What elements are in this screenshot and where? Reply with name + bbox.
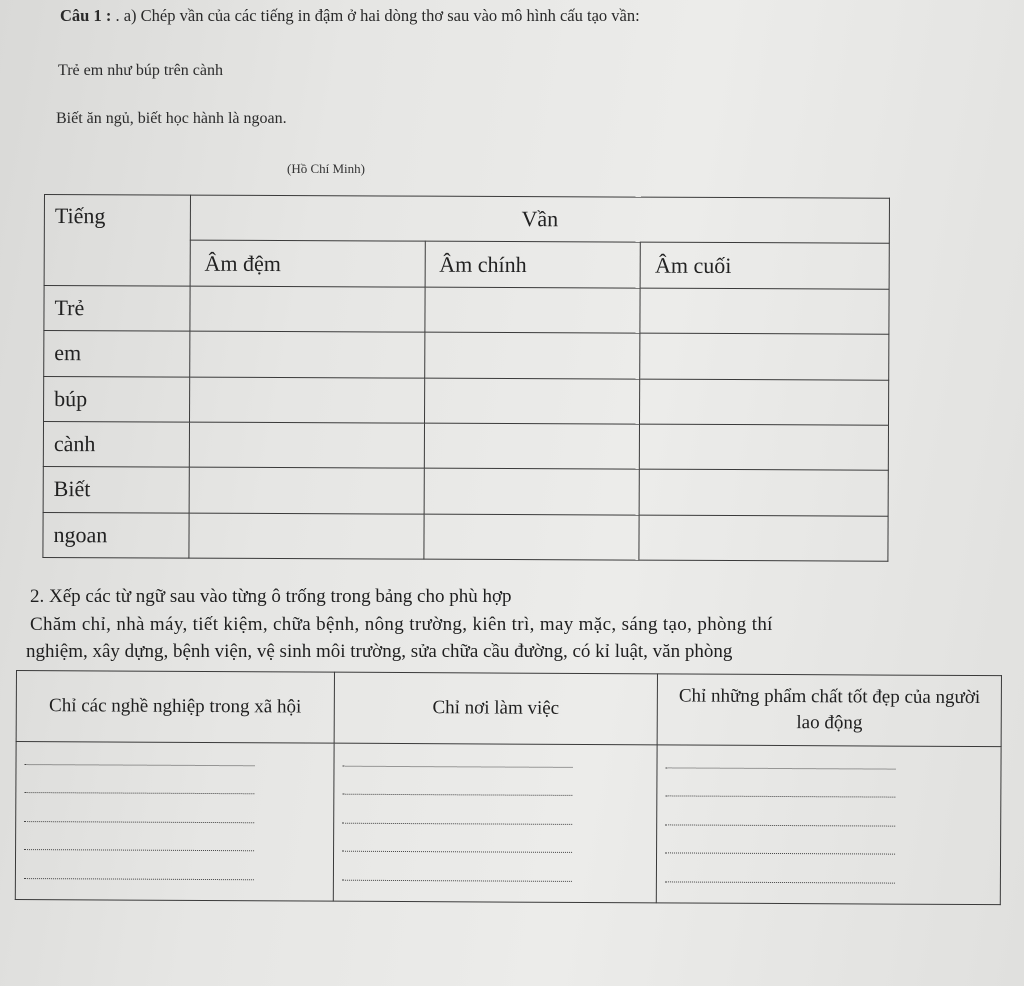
header-occupations: Chỉ các nghề nghiệp trong xã hội (16, 671, 334, 744)
row-word: Trẻ (44, 285, 190, 331)
am-chinh-cell[interactable] (424, 378, 640, 424)
header-qualities: Chỉ những phẩm chất tốt đẹp của người lao động (657, 674, 1001, 747)
row-word: em (44, 331, 190, 377)
dotted-line[interactable] (340, 858, 651, 888)
am-dem-cell[interactable] (190, 286, 425, 332)
row-word: ngoan (43, 512, 189, 558)
table-row (43, 421, 888, 470)
dotted-line[interactable] (22, 742, 327, 772)
dotted-line[interactable] (340, 772, 651, 802)
dotted-line[interactable] (22, 799, 327, 829)
am-cuoi-cell[interactable] (640, 424, 889, 470)
question-2-title: 2. Xếp các từ ngữ sau vào từng ô trống trong bảng cho phù hợp (30, 586, 512, 607)
dotted-line[interactable] (22, 771, 327, 801)
vowel-table-header-row (44, 195, 889, 244)
table-row (44, 376, 889, 425)
am-dem-cell[interactable] (190, 331, 425, 377)
poem-line-1: Trẻ em như búp trên cành (58, 62, 223, 79)
question-1-text: . a) Chép vần của các tiếng in đậm ở hai dòng thơ sau vào mô hình cấu tạo vần: (111, 6, 640, 25)
vowel-structure-table (42, 194, 890, 562)
am-dem-cell[interactable] (189, 422, 424, 468)
header-am-chinh: Âm chính (425, 242, 641, 288)
workplaces-answer-cell[interactable] (333, 743, 657, 903)
dotted-line[interactable] (340, 801, 651, 831)
am-cuoi-cell[interactable] (640, 288, 889, 334)
dotted-line[interactable] (664, 774, 995, 804)
word-list-line-1: Chăm chỉ, nhà máy, tiết kiệm, chữa bệnh, nông trường, kiên trì, may mặc, sáng tạo, phòng thí (30, 614, 773, 635)
dotted-line[interactable] (22, 856, 327, 886)
table-row (44, 285, 889, 334)
am-chinh-cell[interactable] (424, 332, 640, 378)
word-sorting-table (15, 670, 1002, 905)
header-tieng: Tiếng (44, 195, 190, 286)
word-table-answer-row (15, 742, 1001, 905)
am-chinh-cell[interactable] (424, 423, 640, 469)
row-word: Biết (43, 467, 189, 513)
header-am-cuoi: Âm cuối (640, 242, 889, 288)
question-1-label: Câu 1 : (60, 6, 112, 25)
poem-author: (Hồ Chí Minh) (287, 161, 365, 176)
word-table-header-row (16, 671, 1001, 747)
header-van: Vần (190, 195, 889, 243)
am-cuoi-cell[interactable] (639, 469, 888, 515)
occupations-answer-cell[interactable] (15, 742, 334, 902)
row-word: cành (43, 421, 189, 467)
dotted-line[interactable] (340, 744, 651, 774)
am-chinh-cell[interactable] (424, 468, 640, 514)
word-list-line-2: nghiệm, xây dựng, bệnh viện, vệ sinh môi trường, sửa chữa cầu đường, có kỉ luật, văn phòng (26, 641, 733, 662)
am-cuoi-cell[interactable] (640, 379, 889, 425)
qualities-answer-cell[interactable] (657, 745, 1001, 905)
poem-line-2: Biết ăn ngủ, biết học hành là ngoan. (56, 110, 287, 127)
table-row (43, 512, 888, 561)
dotted-line[interactable] (663, 831, 994, 861)
am-chinh-cell[interactable] (424, 287, 640, 333)
am-dem-cell[interactable] (189, 377, 424, 423)
am-chinh-cell[interactable] (423, 514, 639, 560)
am-cuoi-cell[interactable] (640, 333, 889, 379)
header-am-dem: Âm đệm (190, 241, 425, 287)
dotted-line[interactable] (664, 745, 995, 775)
am-dem-cell[interactable] (189, 467, 424, 513)
question-1-prompt (60, 6, 640, 26)
table-row (43, 467, 888, 516)
table-row (44, 331, 889, 380)
dotted-line[interactable] (340, 829, 651, 859)
dotted-line[interactable] (22, 828, 327, 858)
am-dem-cell[interactable] (189, 513, 424, 559)
header-workplaces: Chỉ nơi làm việc (334, 672, 658, 745)
am-cuoi-cell[interactable] (639, 515, 888, 561)
dotted-line[interactable] (663, 859, 994, 889)
row-word: búp (44, 376, 190, 422)
dotted-line[interactable] (664, 802, 995, 832)
